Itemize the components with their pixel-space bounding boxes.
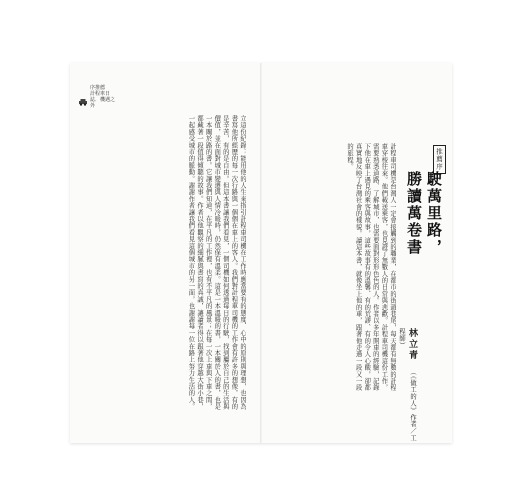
taxi-car-icon (78, 97, 88, 107)
book-spread (70, 63, 452, 443)
left-body-text: 立這份紀錄：能用他的人生來指引計程車司機在工作時應當要有的態度、心中的原則與理想，也因為書寫他所經歷的每一次行路與一個個在車上的客人。我們對計程車司機的工作會有許多的想像，有的是辛苦，有的是自由。但這本書讓我們看見，一個司機如何透過每日的行駛，找到屬於自己的生活與價值，並在面對城市變遷與人情冷暖時，仍然保有溫柔。這是一本溫暖的書，一本關於人的書，也是一本關於路的書。它讓我們知道，在平凡的工作裡，也有不平凡的風景；在每一次上車與下車之間，都藏著一段值得傾聽的故事。作者以他觀察的細膩與書寫的真誠，讓讀者得以跟著他穿越大街小巷，一起感受城市的脈動。謝謝作者讓我們看見這個城市的另一面，也謝謝每一位在路上努力生活的人。 (187, 115, 246, 410)
author-description: （《做工的人》作者／工程師） (398, 328, 416, 442)
left-page (70, 63, 260, 443)
chapter-title (404, 171, 444, 256)
header-subtitle: 計程車日誌．機遇之外 (90, 91, 116, 109)
author-name: 林立青 (407, 328, 417, 361)
running-header (78, 85, 118, 115)
right-body-text: 計程車司機是台灣人一定會接觸到的職業，在都市的街頭巷尾，每天都有無數的計程車穿梭往來。他們載送乘客，也見證了無數人的日常與悲歡。計程車司機這份工作，需要熟悉道路、了解城市，也需要面對形形色色的人。作者以多年開車的經驗，記錄下他在車上遇見的乘客與故事，這些故事有的溫馨、有的荒謬、有的令人心酸，卻都真實地反映了台灣社會的樣貌。讀這本書，就像坐上他的車，跟著他走過一段又一段的旅程。 (346, 143, 396, 391)
header-title: 序推薦 (90, 85, 106, 91)
title-line-1: 駛萬里路， (425, 171, 443, 256)
right-page (262, 63, 452, 443)
author-block (397, 328, 419, 443)
header-text (90, 85, 118, 109)
preface-label: 推薦序 (433, 145, 446, 174)
title-line-2: 勝讀萬卷書 (405, 171, 423, 256)
